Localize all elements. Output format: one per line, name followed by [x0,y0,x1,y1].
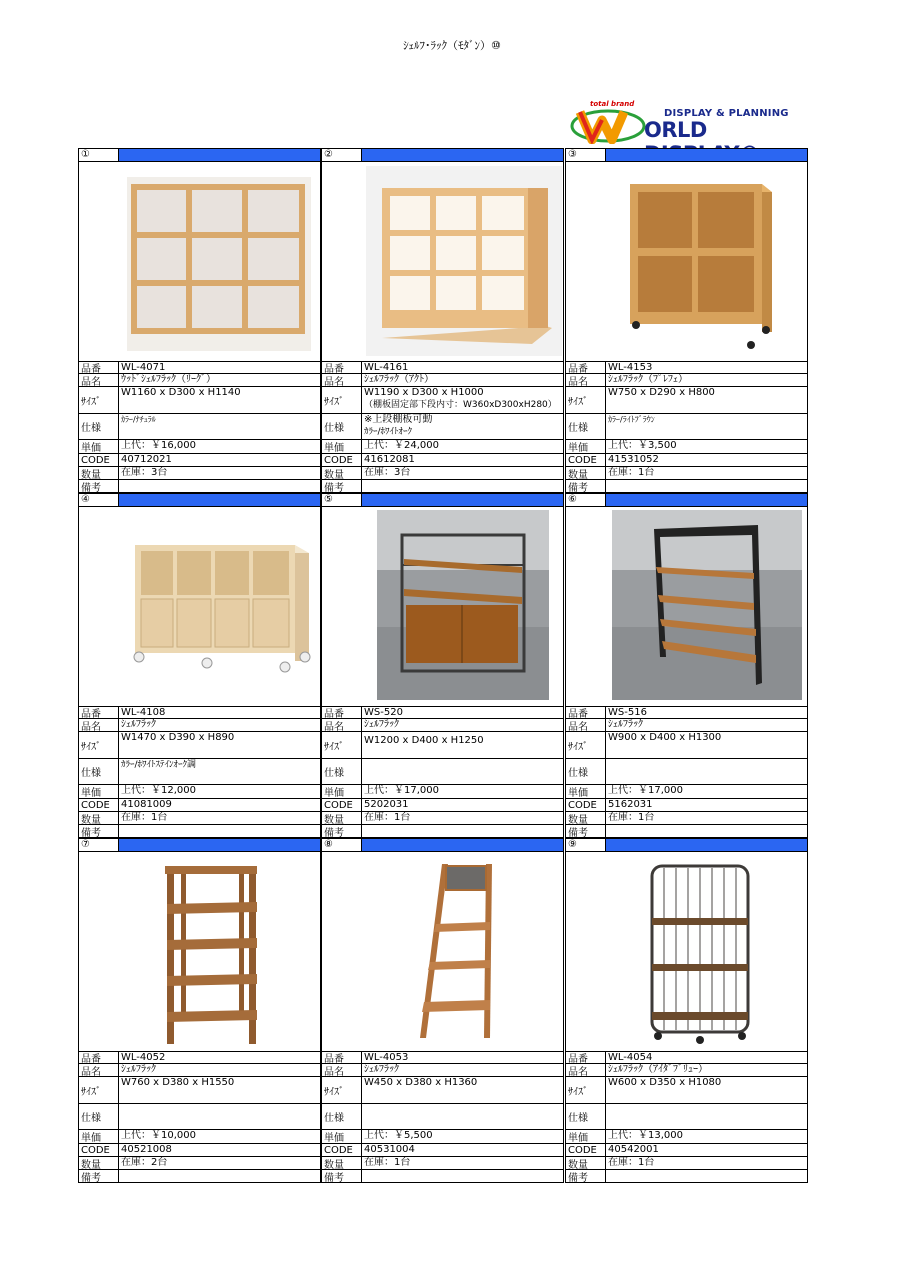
item-spec: ｶﾗｰ/ﾅﾁｭﾗﾙ [121,415,156,424]
label-qty: 数量 [322,812,362,824]
label-code: 品番 [322,707,362,718]
item-price: 上代：￥16,000 [121,440,196,451]
label-note: 備考 [566,825,606,837]
label-size: ｻｲｽﾞ [79,732,119,758]
label-name: 品名 [322,374,362,386]
label-cd: CODE [79,1144,119,1156]
item-code: WL-4071 [121,362,166,373]
item-cd: 40521008 [121,1144,172,1155]
label-price: 単価 [566,785,606,798]
item-code: WL-4052 [121,1052,166,1063]
item-spec: ｶﾗｰ/ﾎﾜｲﾄｽﾃｲﾝｵｰｸ調 [121,760,197,770]
shelf-image-wl4153 [566,162,809,361]
header-bar [606,149,807,161]
product-cell-6 [565,493,808,838]
item-name: ｼｪﾙﾌﾗｯｸ [364,1064,399,1075]
label-size: ｻｲｽﾞ [322,732,362,758]
header-bar [362,839,563,851]
shelf-image-ws516 [566,507,809,706]
item-number: ⑨ [566,839,606,851]
item-qty: 在庫：1台 [121,812,168,823]
label-spec: 仕様 [322,759,362,784]
label-spec: 仕様 [566,759,606,784]
item-number: ② [322,149,362,161]
label-price: 単価 [79,785,119,798]
item-header [78,838,321,852]
item-qty: 在庫：2台 [121,1157,168,1168]
label-spec: 仕様 [322,414,362,439]
item-name: ｼｪﾙﾌﾗｯｸ [121,719,156,730]
item-qty: 在庫：3台 [364,467,411,478]
label-code: 品番 [566,362,606,373]
item-spec-color: ｶﾗｰ/ﾎﾜｲﾄｵｰｸ [364,427,413,437]
label-price: 単価 [79,440,119,453]
shelf-image-wl4071 [79,162,322,361]
item-code: WL-4053 [364,1052,409,1063]
label-price: 単価 [79,1130,119,1143]
shelf-image-wl4054 [566,852,809,1051]
item-size: W1190 x D300 x H1000 [364,387,484,398]
item-code: WL-4108 [121,707,166,718]
label-qty: 数量 [566,812,606,824]
product-cell-4 [78,493,321,838]
item-qty: 在庫：1台 [608,467,655,478]
product-grid [78,148,808,1183]
label-note: 備考 [79,480,119,492]
item-size: W1160 x D300 x H1140 [121,387,241,398]
item-qty: 在庫：1台 [364,1157,411,1168]
item-spec [364,759,561,784]
logo-w-icon [570,104,650,144]
label-spec: 仕様 [566,1104,606,1129]
item-note [608,825,805,837]
item-size: W600 x D350 x H1080 [608,1077,722,1088]
product-image [321,507,564,706]
shelf-image-wl4108 [79,507,322,706]
item-header [565,838,808,852]
item-header [565,493,808,507]
item-number: ⑤ [322,494,362,506]
product-cell-3 [565,148,808,493]
item-price: 上代：￥12,000 [121,785,196,796]
item-qty: 在庫：1台 [364,812,411,823]
shelf-image-wl4053 [322,852,565,1051]
item-cd: 40531004 [364,1144,415,1155]
product-cell-8 [321,838,564,1183]
item-number: ⑦ [79,839,119,851]
header-bar [362,494,563,506]
label-size: ｻｲｽﾞ [79,387,119,413]
item-number: ① [79,149,119,161]
product-image [78,507,321,706]
item-size: W750 x D290 x H800 [608,387,715,398]
label-code: 品番 [322,362,362,373]
item-price: 上代：￥24,000 [364,440,439,451]
item-spec: ※上段棚板可動 [364,414,433,425]
item-spec [608,1104,805,1129]
product-cell-9 [565,838,808,1183]
label-name: 品名 [79,374,119,386]
logo-subtitle: DISPLAY & PLANNING [664,108,789,119]
item-cd: 40542001 [608,1144,659,1155]
label-name: 品名 [79,719,119,731]
item-header [321,838,564,852]
item-code: WL-4054 [608,1052,653,1063]
item-size: W1200 x D400 x H1250 [364,735,484,746]
label-spec: 仕様 [79,759,119,784]
label-name: 品名 [79,1064,119,1076]
shelf-image-wl4052 [79,852,322,1051]
label-qty: 数量 [79,1157,119,1169]
item-name: ｼｪﾙﾌﾗｯｸ [364,719,399,730]
item-note [364,480,561,492]
label-qty: 数量 [79,812,119,824]
item-code: WS-516 [608,707,647,718]
label-qty: 数量 [566,1157,606,1169]
header-bar [606,839,807,851]
label-spec: 仕様 [79,414,119,439]
label-name: 品名 [322,1064,362,1076]
item-spec [608,759,805,784]
item-name: ｼｪﾙﾌﾗｯｸ（ｱｸﾄ） [364,374,434,385]
item-name: ｼｪﾙﾌﾗｯｸ（ｱｲﾀﾞﾌﾞﾘｭｰ） [608,1064,708,1075]
product-image [78,162,321,361]
product-image [565,507,808,706]
item-cd: 5162031 [608,799,653,810]
label-cd: CODE [322,454,362,466]
item-price: 上代：￥13,000 [608,1130,683,1141]
item-note [364,825,561,837]
item-number: ④ [79,494,119,506]
product-image [321,162,564,361]
logo-tagline: total brand [590,100,635,108]
item-note [364,1170,561,1182]
item-note [121,825,318,837]
product-image [78,852,321,1051]
item-name: ｼｪﾙﾌﾗｯｸ [608,719,643,730]
product-image [321,852,564,1051]
label-note: 備考 [566,1170,606,1182]
product-cell-1 [78,148,321,493]
header-bar [606,494,807,506]
item-number: ③ [566,149,606,161]
item-qty: 在庫：3台 [121,467,168,478]
label-spec: 仕様 [79,1104,119,1129]
item-header [321,493,564,507]
label-note: 備考 [566,480,606,492]
product-cell-5 [321,493,564,838]
item-cd: 41612081 [364,454,415,465]
label-price: 単価 [322,1130,362,1143]
label-name: 品名 [566,374,606,386]
item-price: 上代：￥17,000 [364,785,439,796]
item-cd: 41531052 [608,454,659,465]
item-cd: 40712021 [121,454,172,465]
label-spec: 仕様 [322,1104,362,1129]
label-size: ｻｲｽﾞ [322,1077,362,1103]
label-cd: CODE [322,799,362,811]
item-size: W760 x D380 x H1550 [121,1077,235,1088]
label-code: 品番 [79,707,119,718]
shelf-image-wl4161 [322,162,565,361]
label-code: 品番 [566,707,606,718]
item-name: ｼｪﾙﾌﾗｯｸ（ﾌﾟﾚﾌｪ） [608,374,688,385]
item-number: ⑧ [322,839,362,851]
header-bar [119,839,320,851]
item-size: W900 x D400 x H1300 [608,732,722,743]
label-code: 品番 [79,1052,119,1063]
logo-name: ORLD [644,118,707,142]
label-cd: CODE [566,799,606,811]
item-spec [121,1104,318,1129]
label-cd: CODE [322,1144,362,1156]
label-size: ｻｲｽﾞ [322,387,362,413]
item-header [78,493,321,507]
item-note [608,1170,805,1182]
product-row-3 [78,838,808,1183]
product-image [565,852,808,1051]
page-title: ｼｪﾙﾌ･ﾗｯｸ（ﾓﾀﾞﾝ）⑩ [403,39,501,52]
label-note: 備考 [322,825,362,837]
item-price: 上代：￥5,500 [364,1130,433,1141]
item-cd: 41081009 [121,799,172,810]
label-code: 品番 [79,362,119,373]
item-name: ｼｪﾙﾌﾗｯｸ [121,1064,156,1075]
product-row-1 [78,148,808,493]
label-qty: 数量 [322,1157,362,1169]
item-spec [364,1104,561,1129]
label-cd: CODE [566,454,606,466]
label-code: 品番 [566,1052,606,1063]
product-row-2 [78,493,808,838]
item-size: W1470 x D390 x H890 [121,732,235,743]
item-price: 上代：￥10,000 [121,1130,196,1141]
label-cd: CODE [79,454,119,466]
item-header [321,148,564,162]
item-cd: 5202031 [364,799,409,810]
header-bar [119,494,320,506]
item-note [608,480,805,492]
label-qty: 数量 [566,467,606,479]
company-logo [570,100,795,146]
label-qty: 数量 [322,467,362,479]
label-cd: CODE [566,1144,606,1156]
label-cd: CODE [79,799,119,811]
label-price: 単価 [322,440,362,453]
item-code: WL-4161 [364,362,409,373]
header-bar [362,149,563,161]
label-size: ｻｲｽﾞ [566,387,606,413]
item-size-note: （棚板固定部下段内寸：W360xD300xH280） [364,400,557,410]
product-image [565,162,808,361]
label-qty: 数量 [79,467,119,479]
label-price: 単価 [566,440,606,453]
item-header [78,148,321,162]
item-qty: 在庫：1台 [608,1157,655,1168]
item-price: 上代：￥17,000 [608,785,683,796]
label-size: ｻｲｽﾞ [79,1077,119,1103]
item-number: ⑥ [566,494,606,506]
item-code: WS-520 [364,707,403,718]
item-note [121,1170,318,1182]
label-price: 単価 [322,785,362,798]
label-note: 備考 [79,1170,119,1182]
label-spec: 仕様 [566,414,606,439]
item-name: ｳｯﾄﾞｼｪﾙﾌﾗｯｸ（ﾘｰｸﾞ） [121,374,216,385]
header-bar [119,149,320,161]
item-size: W450 x D380 x H1360 [364,1077,478,1088]
item-spec: ｶﾗｰ/ﾗｲﾄﾌﾞﾗｳﾝ [608,415,655,424]
item-qty: 在庫：1台 [608,812,655,823]
label-size: ｻｲｽﾞ [566,1077,606,1103]
label-name: 品名 [566,719,606,731]
shelf-image-ws520 [322,507,565,706]
item-price: 上代：￥3,500 [608,440,677,451]
item-note [121,480,318,492]
product-cell-7 [78,838,321,1183]
label-code: 品番 [322,1052,362,1063]
product-cell-2 [321,148,564,493]
label-name: 品名 [566,1064,606,1076]
label-size: ｻｲｽﾞ [566,732,606,758]
label-note: 備考 [79,825,119,837]
item-code: WL-4153 [608,362,653,373]
label-price: 単価 [566,1130,606,1143]
label-note: 備考 [322,480,362,492]
label-note: 備考 [322,1170,362,1182]
item-header [565,148,808,162]
label-name: 品名 [322,719,362,731]
